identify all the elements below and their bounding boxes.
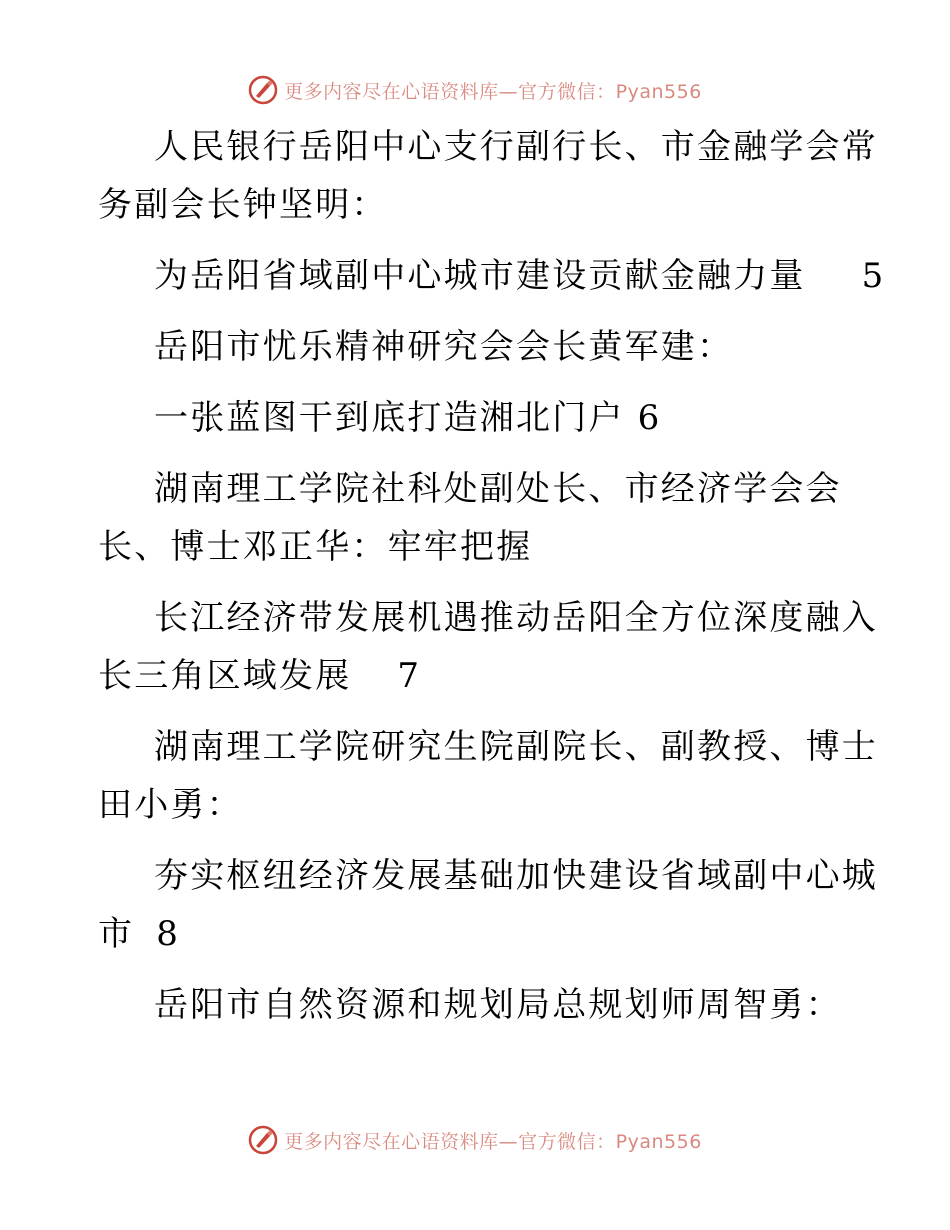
page-number: 8 [156, 914, 178, 954]
text-line: 长、博士邓正华：牢牢把握 [98, 527, 533, 567]
text-line: 岳阳市忧乐精神研究会会长黄军建： [154, 327, 734, 367]
watermark-text: 更多内容尽在心语资料库—官方微信：Pyan556 [284, 80, 702, 103]
document-body [98, 118, 884, 1034]
text-line: 夯实枢纽经济发展基础加快建设省域副中心城 [154, 856, 878, 896]
watermark-text: 更多内容尽在心语资料库—官方微信：Pyan556 [284, 1130, 702, 1153]
page-number: 7 [397, 656, 420, 696]
text-line: 田小勇： [98, 785, 243, 825]
toc-entry-title: 市 [98, 914, 135, 954]
pen-circle-logo-icon [248, 75, 278, 105]
toc-entry-title: 长三角区域发展 [98, 656, 352, 696]
page-number: 5 [861, 256, 884, 296]
toc-entry-title: 为岳阳省域副中心城市建设贡献金融力量 [154, 256, 806, 296]
footer-watermark [0, 1120, 950, 1160]
text-line: 湖南理工学院社科处副处长、市经济学会会 [154, 469, 842, 509]
toc-entry [98, 389, 843, 447]
toc-entry [98, 647, 843, 705]
pen-circle-logo-icon [248, 1125, 278, 1155]
toc-entry [98, 905, 843, 963]
toc-entry [98, 247, 884, 305]
header-watermark [0, 70, 950, 110]
text-line: 人民银行岳阳中心支行副行长、市金融学会常 [154, 127, 878, 167]
text-line: 湖南理工学院研究生院副院长、副教授、博士 [154, 727, 878, 767]
toc-entry-title: 一张蓝图干到底打造湘北门户 6 [154, 398, 662, 438]
text-line: 岳阳市自然资源和规划局总规划师周智勇： [154, 985, 842, 1025]
text-line: 长江经济带发展机遇推动岳阳全方位深度融入 [154, 598, 878, 638]
text-line: 务副会长钟坚明： [98, 185, 388, 225]
